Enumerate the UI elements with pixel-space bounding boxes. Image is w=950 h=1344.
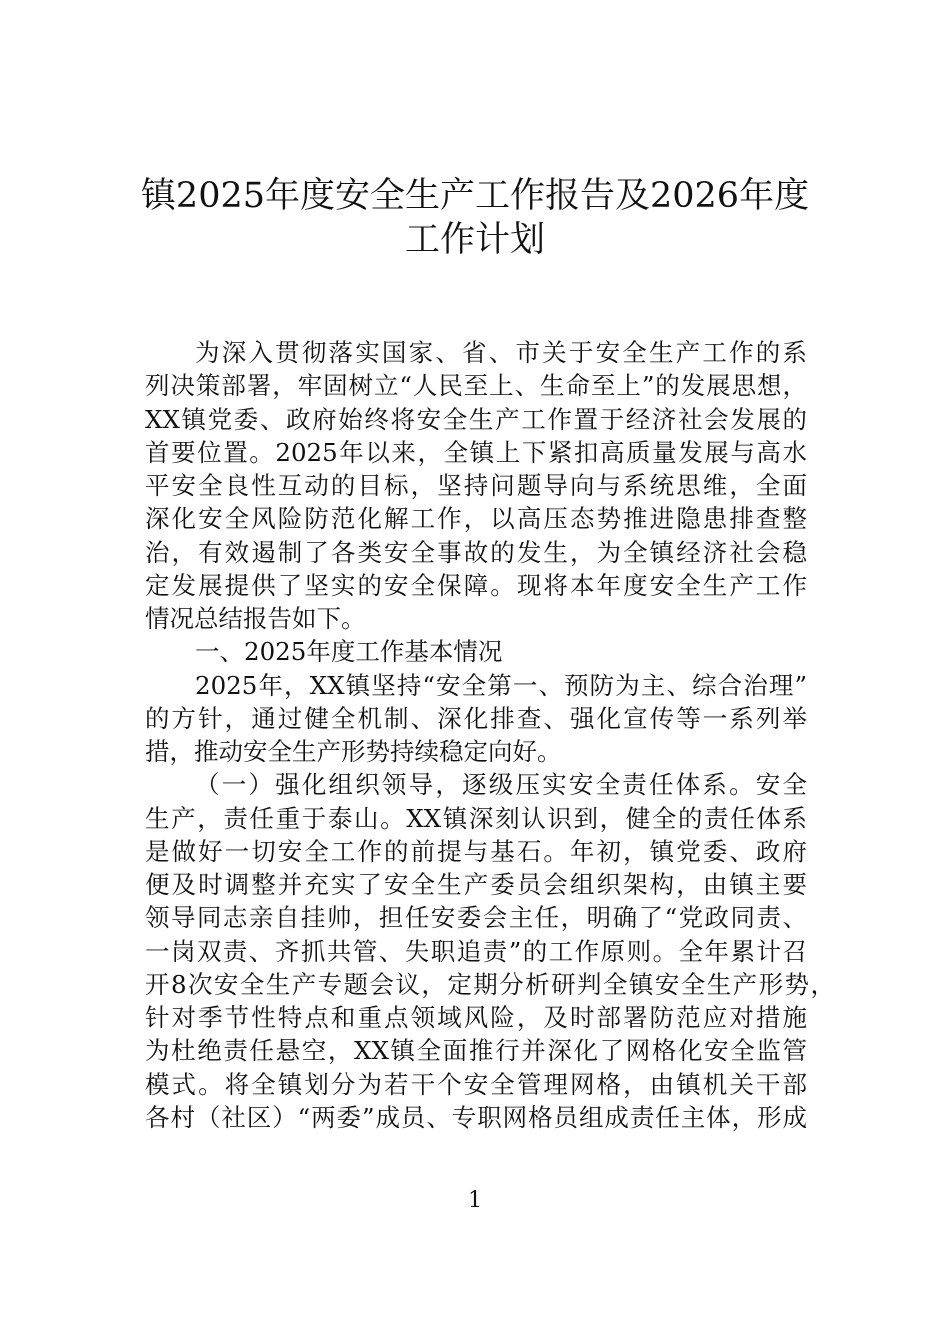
document-title-line-1: 镇2025年度安全生产工作报告及2026年度 (140, 176, 810, 216)
text-line: 为杜绝责任悬空，XX镇全面推行并深化了网格化安全监管 (145, 1036, 807, 1066)
paragraph (145, 669, 807, 769)
text-line: 列决策部署，牢固树立“人民至上、生命至上”的发展思想， (145, 371, 807, 401)
text-line: 首要位置。2025年以来，全镇上下紧扣高质量发展与高水 (145, 437, 807, 467)
text-line: 模式。将全镇划分为若干个安全管理网格，由镇机关干部 (145, 1069, 807, 1099)
page-number: 1 (468, 1188, 482, 1213)
text-line: 开8次安全生产专题会议，定期分析研判全镇安全生产形势， (145, 969, 835, 999)
text-line: 措，推动安全生产形势持续稳定向好。 (145, 737, 562, 766)
paragraph (145, 768, 835, 1134)
text-line: 一、2025年度工作基本情况 (195, 637, 503, 667)
document-body (145, 336, 835, 1134)
text-line: 便及时调整并充实了安全生产委员会组织架构，由镇主要 (145, 870, 807, 899)
text-line: 为深入贯彻落实国家、省、市关于安全生产工作的系 (195, 338, 807, 367)
text-line: 的方针，通过健全机制、深化排查、强化宣传等一系列举 (145, 703, 807, 733)
text-line: 针对季节性特点和重点领域风险，及时部署防范应对措施 (145, 1003, 807, 1032)
text-line: 深化安全风险防范化解工作，以高压态势推进隐患排查整 (145, 504, 807, 534)
section-heading (145, 635, 807, 668)
document-title-line-2: 工作计划 (404, 220, 545, 260)
text-line: 平安全良性互动的目标，坚持问题导向与系统思维，全面 (145, 471, 807, 500)
text-line: 各村（社区）“两委”成员、专职网格员组成责任主体，形成 (145, 1102, 807, 1132)
paragraph (145, 336, 807, 635)
text-line: 一岗双责、齐抓共管、失职追责”的工作原则。全年累计召 (145, 936, 807, 966)
text-line: 生产，责任重于泰山。XX镇深刻认识到，健全的责任体系 (145, 803, 807, 833)
text-line: XX镇党委、政府始终将安全生产工作置于经济社会发展的 (145, 404, 807, 434)
text-line: 2025年，XX镇坚持“安全第一、预防为主、综合治理” (195, 670, 807, 700)
text-line: 是做好一切安全工作的前提与基石。年初，镇党委、政府 (145, 836, 807, 866)
text-line: 定发展提供了坚实的安全保障。现将本年度安全生产工作 (145, 570, 807, 600)
text-line: （一）强化组织领导，逐级压实安全责任体系。安全 (195, 770, 807, 800)
text-line: 情况总结报告如下。 (145, 604, 366, 633)
text-line: 领导同志亲自挂帅，担任安委会主任，明确了“党政同责、 (145, 903, 807, 933)
text-line: 治，有效遏制了各类安全事故的发生，为全镇经济社会稳 (145, 537, 807, 567)
